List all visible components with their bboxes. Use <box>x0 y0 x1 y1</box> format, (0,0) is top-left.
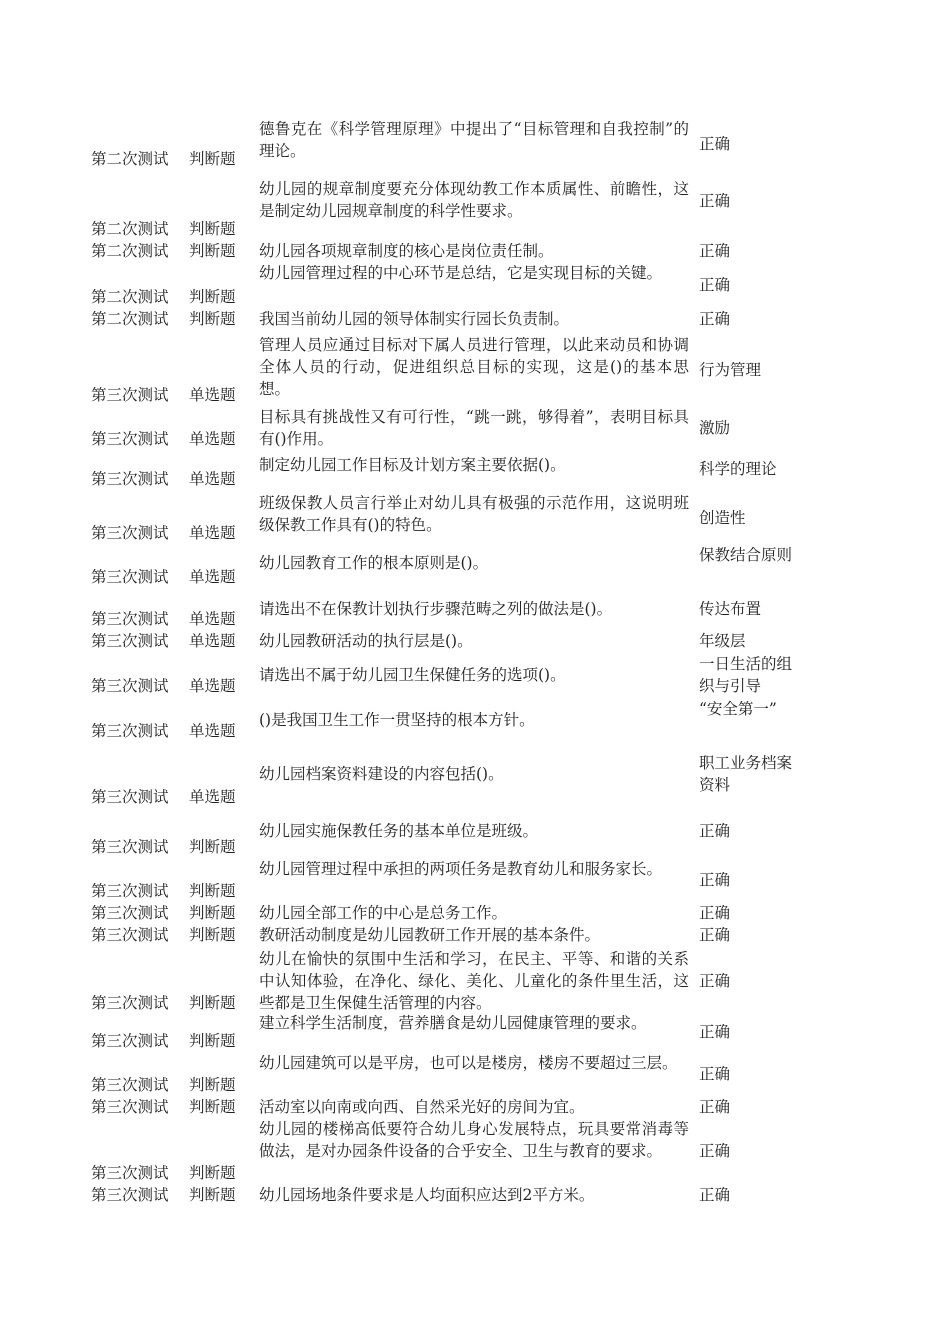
answer-cell: 正确 <box>699 871 731 889</box>
question-type-cell: 判断题 <box>189 310 236 328</box>
test-round-cell: 第三次测试 <box>91 904 169 922</box>
question-cell: 幼儿园教研活动的执行层是()。 <box>259 632 473 650</box>
table-row <box>0 544 950 588</box>
test-round-cell: 第二次测试 <box>91 310 169 328</box>
question-cell: 活动室以向南或向西、自然采光好的房间为宜。 <box>259 1098 585 1116</box>
test-round-cell: 第二次测试 <box>91 288 169 306</box>
answer-cell: 正确 <box>699 1186 731 1204</box>
question-type-cell: 单选题 <box>189 632 236 650</box>
test-round-cell: 第二次测试 <box>91 150 169 168</box>
test-round-cell: 第三次测试 <box>91 470 169 488</box>
answer-cell: 正确 <box>699 822 731 840</box>
question-type-cell: 判断题 <box>189 882 236 900</box>
table-row <box>0 948 950 1014</box>
answer-cell: 正确 <box>699 1098 731 1116</box>
question-type-cell: 判断题 <box>189 150 236 168</box>
answer-cell: 职工业务档案资料 <box>699 754 793 794</box>
test-round-cell: 第三次测试 <box>91 610 169 628</box>
test-round-cell: 第三次测试 <box>91 1186 169 1204</box>
table-row <box>0 118 950 170</box>
table-row <box>0 598 950 630</box>
table-row <box>0 406 950 450</box>
test-round-cell: 第三次测试 <box>91 524 169 542</box>
test-round-cell: 第三次测试 <box>91 386 169 404</box>
answer-cell: 保教结合原则 <box>699 546 793 564</box>
answer-cell: 正确 <box>699 192 731 210</box>
question-cell: 幼儿园档案资料建设的内容包括()。 <box>259 765 504 783</box>
answer-cell: 正确 <box>699 1142 731 1160</box>
test-round-cell: 第三次测试 <box>91 788 169 806</box>
question-type-cell: 判断题 <box>189 1164 236 1182</box>
table-row <box>0 1096 950 1118</box>
question-type-cell: 单选题 <box>189 524 236 542</box>
table-row <box>0 858 950 902</box>
question-type-cell: 判断题 <box>189 1098 236 1116</box>
table-row <box>0 178 950 240</box>
answer-cell: 正确 <box>699 926 731 944</box>
question-cell: 班级保教人员言行举止对幼儿具有极强的示范作用，这说明班级保教工作具有()的特色。 <box>259 494 689 534</box>
table-row <box>0 262 950 308</box>
question-type-cell: 单选题 <box>189 788 236 806</box>
table-row <box>0 698 950 742</box>
table-row <box>0 334 950 406</box>
question-cell: 幼儿园教育工作的根本原则是()。 <box>259 554 489 572</box>
question-cell: 幼儿园的楼梯高低要符合幼儿身心发展特点，玩具要常消毒等做法，是对办园条件设备的合乎安全、卫生与教育的要求。 <box>259 1120 689 1160</box>
test-round-cell: 第三次测试 <box>91 568 169 586</box>
question-cell: ()是我国卫生工作一贯坚持的根本方针。 <box>259 711 535 729</box>
question-cell: 幼儿园的规章制度要充分体现幼教工作本质属性、前瞻性，这是制定幼儿园规章制度的科学性要求。 <box>259 180 689 220</box>
question-type-cell: 单选题 <box>189 470 236 488</box>
answer-cell: 创造性 <box>699 509 746 527</box>
table-row <box>0 1184 950 1206</box>
question-type-cell: 单选题 <box>189 677 236 695</box>
answer-cell: 科学的理论 <box>699 460 777 478</box>
question-type-cell: 单选题 <box>189 386 236 404</box>
table-row <box>0 308 950 330</box>
question-type-cell: 判断题 <box>189 1076 236 1094</box>
answer-cell: 正确 <box>699 310 731 328</box>
answer-cell: “安全第一” <box>699 700 777 718</box>
answer-cell: 正确 <box>699 276 731 294</box>
question-type-cell: 判断题 <box>189 994 236 1012</box>
test-round-cell: 第三次测试 <box>91 838 169 856</box>
question-type-cell: 判断题 <box>189 1032 236 1050</box>
question-cell: 幼儿园建筑可以是平房，也可以是楼房，楼房不要超过三层。 <box>259 1054 678 1072</box>
question-cell: 管理人员应通过目标对下属人员进行管理，以此来动员和协调全体人员的行动，促进组织总目标的实现，这是()的基本思想。 <box>259 336 689 398</box>
answer-cell: 正确 <box>699 1065 731 1083</box>
answer-cell: 行为管理 <box>699 361 762 379</box>
table-row <box>0 902 950 924</box>
question-cell: 幼儿园实施保教任务的基本单位是班级。 <box>259 822 539 840</box>
table-row <box>0 924 950 946</box>
table-row <box>0 750 950 808</box>
test-round-cell: 第三次测试 <box>91 722 169 740</box>
table-row <box>0 1012 950 1052</box>
test-round-cell: 第三次测试 <box>91 632 169 650</box>
test-round-cell: 第三次测试 <box>91 926 169 944</box>
table-row <box>0 240 950 262</box>
question-type-cell: 单选题 <box>189 568 236 586</box>
answer-cell: 传达布置 <box>699 600 762 618</box>
test-round-cell: 第三次测试 <box>91 882 169 900</box>
table-row <box>0 1118 950 1184</box>
answer-cell: 正确 <box>699 242 731 260</box>
test-round-cell: 第三次测试 <box>91 1032 169 1050</box>
question-cell: 制定幼儿园工作目标及计划方案主要依据()。 <box>259 456 566 474</box>
test-round-cell: 第二次测试 <box>91 220 169 238</box>
table-row <box>0 653 950 697</box>
answer-cell: 正确 <box>699 135 731 153</box>
question-cell: 教研活动制度是幼儿园教研工作开展的基本条件。 <box>259 926 601 944</box>
test-round-cell: 第三次测试 <box>91 1098 169 1116</box>
table-row <box>0 492 950 544</box>
answer-cell: 正确 <box>699 972 731 990</box>
question-cell: 建立科学生活制度，营养膳食是幼儿园健康管理的要求。 <box>259 1014 647 1032</box>
test-round-cell: 第三次测试 <box>91 430 169 448</box>
question-cell: 幼儿园全部工作的中心是总务工作。 <box>259 904 508 922</box>
question-type-cell: 单选题 <box>189 430 236 448</box>
question-type-cell: 判断题 <box>189 242 236 260</box>
test-round-cell: 第三次测试 <box>91 1164 169 1182</box>
question-cell: 幼儿园各项规章制度的核心是岗位责任制。 <box>259 242 554 260</box>
question-cell: 请选出不在保教计划执行步骤范畴之列的做法是()。 <box>259 600 613 618</box>
question-type-cell: 判断题 <box>189 926 236 944</box>
question-type-cell: 判断题 <box>189 1186 236 1204</box>
table-row <box>0 1052 950 1096</box>
question-type-cell: 判断题 <box>189 904 236 922</box>
answer-cell: 激励 <box>699 419 731 437</box>
test-round-cell: 第三次测试 <box>91 1076 169 1094</box>
question-type-cell: 单选题 <box>189 722 236 740</box>
answer-cell: 正确 <box>699 904 731 922</box>
question-type-cell: 判断题 <box>189 288 236 306</box>
table-row <box>0 454 950 490</box>
test-round-cell: 第三次测试 <box>91 994 169 1012</box>
question-cell: 幼儿在愉快的氛围中生活和学习，在民主、平等、和谐的关系中认知体验，在净化、绿化、美化、儿童化的条件里生活，这些都是卫生保健生活管理的内容。 <box>259 950 689 1012</box>
question-cell: 幼儿园管理过程中承担的两项任务是教育幼儿和服务家长。 <box>259 860 663 878</box>
test-round-cell: 第三次测试 <box>91 677 169 695</box>
question-cell: 德鲁克在《科学管理原理》中提出了“目标管理和自我控制”的理论。 <box>259 120 689 160</box>
question-cell: 幼儿园管理过程的中心环节是总结，它是实现目标的关键。 <box>259 264 663 282</box>
question-cell: 请选出不属于幼儿园卫生保健任务的选项()。 <box>259 666 566 684</box>
test-round-cell: 第二次测试 <box>91 242 169 260</box>
question-type-cell: 判断题 <box>189 220 236 238</box>
question-cell: 幼儿园场地条件要求是人均面积应达到2平方米。 <box>259 1186 595 1204</box>
table-row <box>0 630 950 652</box>
answer-cell: 正确 <box>699 1023 731 1041</box>
table-row <box>0 820 950 858</box>
question-type-cell: 判断题 <box>189 838 236 856</box>
question-cell: 目标具有挑战性又有可行性，“跳一跳，够得着”，表明目标具有()作用。 <box>259 408 689 448</box>
answer-cell: 一日生活的组织与引导 <box>699 655 793 695</box>
answer-cell: 年级层 <box>699 632 746 650</box>
question-type-cell: 单选题 <box>189 610 236 628</box>
question-cell: 我国当前幼儿园的领导体制实行园长负责制。 <box>259 310 570 328</box>
